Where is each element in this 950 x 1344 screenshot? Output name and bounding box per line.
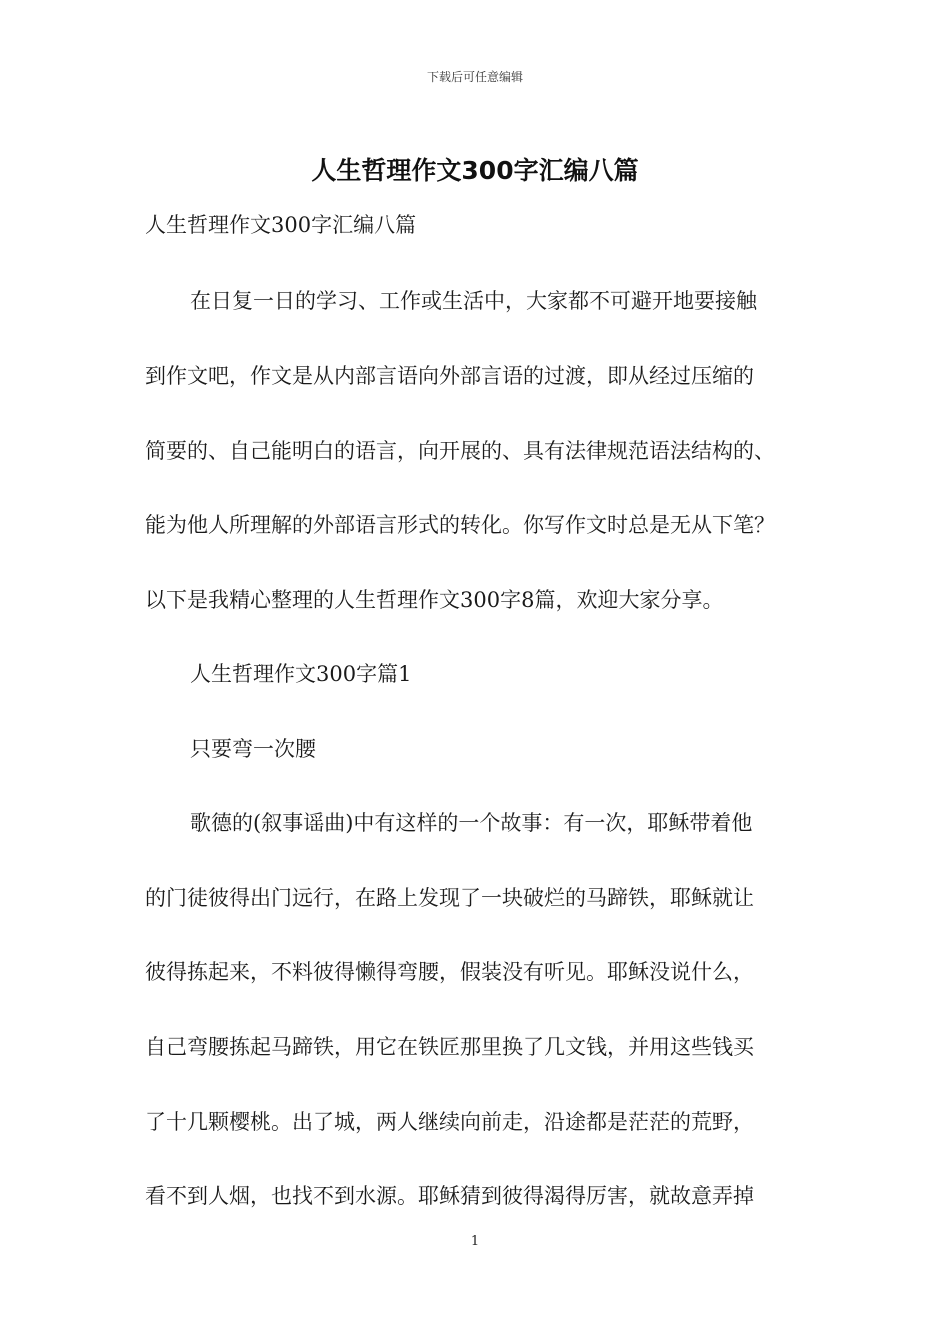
paragraph-line: 在日复一日的学习、工作或生活中，大家都不可避开地要接触 xyxy=(190,289,757,313)
paragraph-line: 的门徒彼得出门远行，在路上发现了一块破烂的马蹄铁，耶稣就让 xyxy=(145,886,754,910)
page-number: 1 xyxy=(470,1234,480,1249)
paragraph-line: 到作文吧，作文是从内部言语向外部言语的过渡，即从经过压缩的 xyxy=(145,364,754,388)
paragraph-line: 以下是我精心整理的人生哲理作文300字8篇，欢迎大家分享。 xyxy=(145,588,724,612)
paragraph-line: 看不到人烟，也找不到水源。耶稣猜到彼得渴得厉害，就故意弄掉 xyxy=(145,1184,754,1208)
paragraph-line: 了十几颗樱桃。出了城，两人继续向前走，沿途都是茫茫的荒野， xyxy=(145,1110,754,1134)
subtitle-line: 人生哲理作文300字汇编八篇 xyxy=(145,213,417,237)
essay-title: 只要弯一次腰 xyxy=(190,737,316,761)
paragraph-line: 彼得拣起来，不料彼得懒得弯腰，假装没有听见。耶稣没说什么， xyxy=(145,960,754,984)
paragraph-line: 能为他人所理解的外部语言形式的转化。你写作文时总是无从下笔？ xyxy=(145,513,775,537)
paragraph-line: 歌德的(叙事谣曲)中有这样的一个故事：有一次，耶稣带着他 xyxy=(190,811,753,835)
header-note: 下载后可任意编辑 xyxy=(426,70,523,84)
document-title: 人生哲理作文300字汇编八篇 xyxy=(311,156,639,185)
section-heading: 人生哲理作文300字篇1 xyxy=(190,662,412,686)
paragraph-line: 简要的、自己能明白的语言，向开展的、具有法律规范语法结构的、 xyxy=(145,439,775,463)
paragraph-line: 自己弯腰拣起马蹄铁，用它在铁匠那里换了几文钱，并用这些钱买 xyxy=(145,1035,754,1059)
